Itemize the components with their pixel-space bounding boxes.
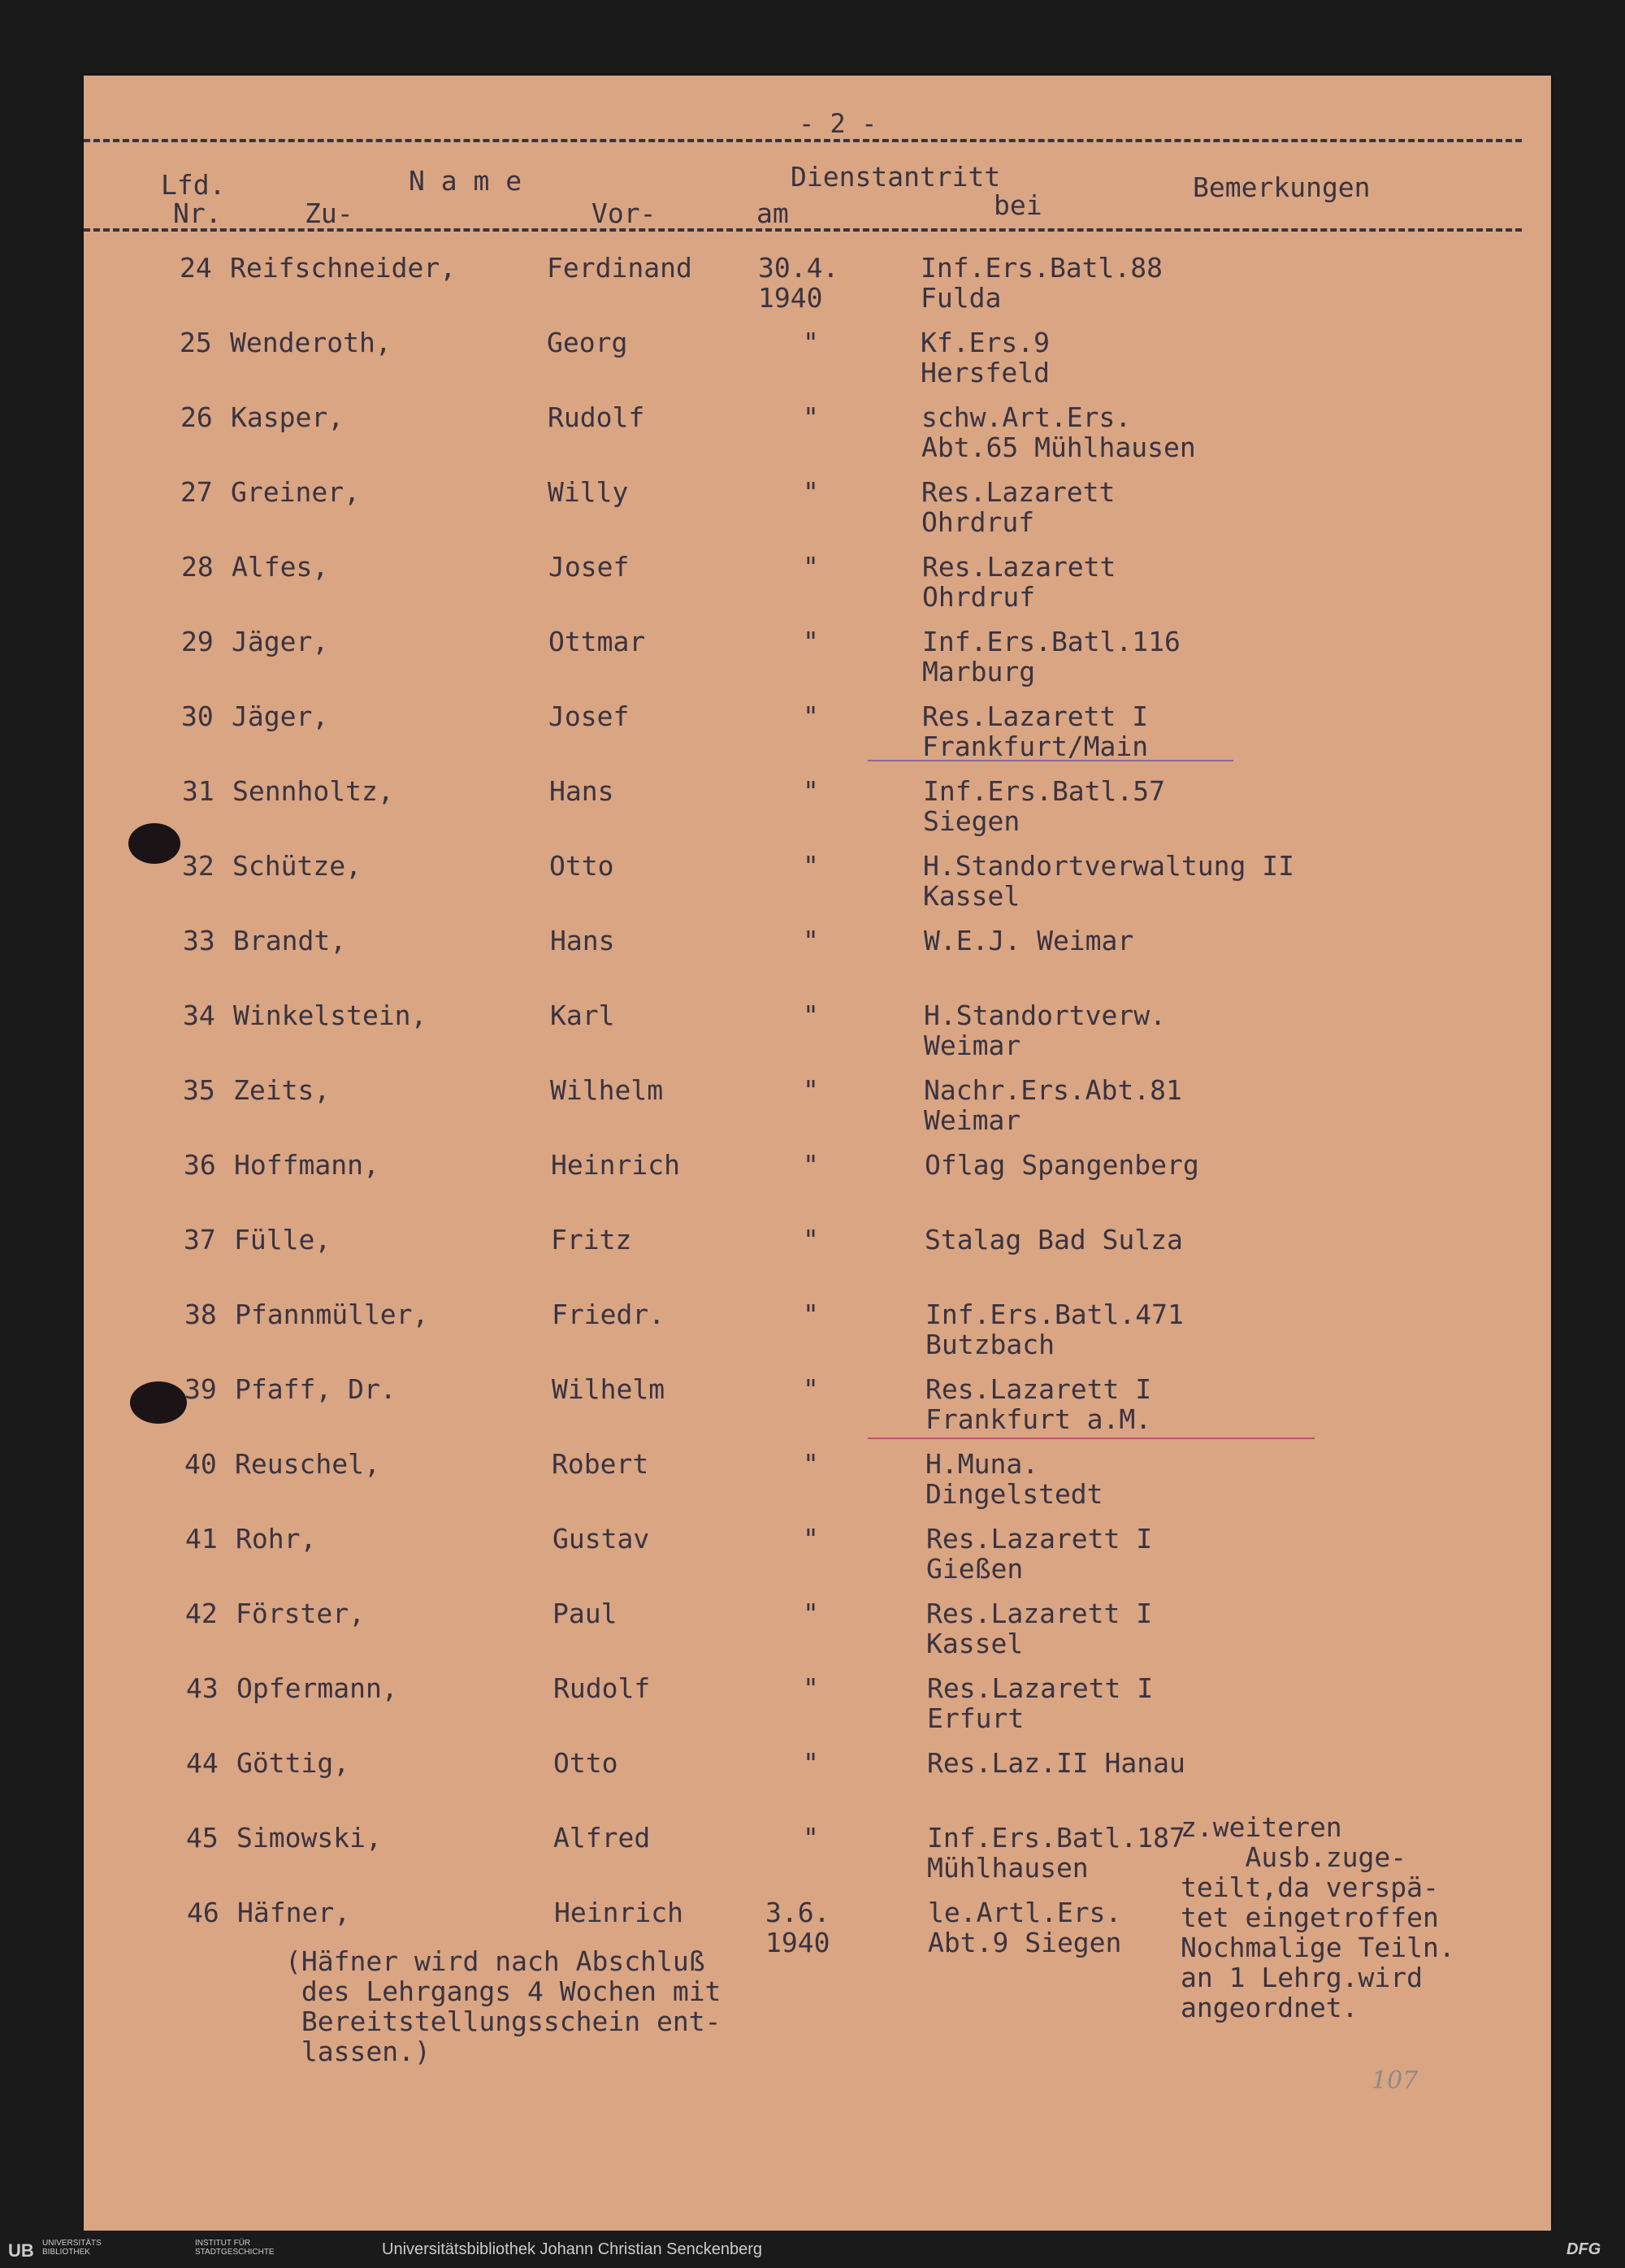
pencil-annotation: 107 <box>1372 2066 1419 2095</box>
row-number: 41 <box>185 1523 218 1555</box>
surname: Alfes, <box>232 551 329 583</box>
header-nr: Nr. <box>173 197 222 229</box>
surname: Opfermann, <box>236 1672 398 1704</box>
surname: Förster, <box>236 1598 365 1629</box>
page-number: - 2 - <box>799 108 878 139</box>
row-number: 42 <box>185 1598 218 1629</box>
header-top-rule <box>84 139 1522 142</box>
unit: Inf.Ers.Batl.88 Fulda <box>921 252 1164 314</box>
row-number: 29 <box>181 626 214 657</box>
start-date: " <box>803 551 819 583</box>
surname: Häfner, <box>237 1897 351 1928</box>
ifs-name: INSTITUT FÜR STADTGESCHICHTE <box>195 2239 275 2257</box>
punch-hole-1 <box>128 823 180 864</box>
unit: Res.Lazarett I Gießen <box>926 1523 1153 1585</box>
start-date: " <box>803 1822 819 1854</box>
row-number: 35 <box>183 1074 215 1106</box>
surname: Brandt, <box>233 925 347 956</box>
start-date: " <box>803 700 819 732</box>
surname: Reifschneider, <box>230 252 457 284</box>
unit: Res.Lazarett I Frankfurt a.M. <box>925 1373 1152 1435</box>
start-date: " <box>803 401 819 433</box>
start-date: " <box>803 850 819 882</box>
first-name: Josef <box>548 700 630 732</box>
row-number: 38 <box>184 1299 217 1330</box>
start-date: " <box>803 626 819 657</box>
row-number: 25 <box>180 327 212 358</box>
unit: Inf.Ers.Batl.471 Butzbach <box>925 1299 1184 1360</box>
first-name: Otto <box>553 1747 618 1779</box>
row-number: 44 <box>186 1747 219 1779</box>
surname: Winkelstein, <box>233 1000 427 1031</box>
purple-underline <box>868 760 1233 761</box>
start-date: " <box>803 1747 819 1779</box>
surname: Wenderoth, <box>230 327 392 358</box>
first-name: Hans <box>550 925 615 956</box>
row-number: 24 <box>180 252 212 284</box>
first-name: Rudolf <box>548 401 645 433</box>
unit: Res.Lazarett Ohrdruf <box>921 476 1116 538</box>
header-bemerkungen: Bemerkungen <box>1193 171 1371 203</box>
surname: Pfaff, Dr. <box>235 1373 396 1405</box>
first-name: Georg <box>547 327 628 358</box>
first-name: Wilhelm <box>552 1373 665 1405</box>
row-number: 40 <box>184 1448 217 1480</box>
row-number: 32 <box>182 850 214 882</box>
surname: Fülle, <box>234 1224 332 1255</box>
first-name: Karl <box>550 1000 615 1031</box>
dfg-logo: DFG <box>1566 2240 1601 2258</box>
unit: le.Artl.Ers. Abt.9 Siegen <box>928 1897 1122 1958</box>
surname: Pfannmüller, <box>235 1299 429 1330</box>
start-date: 3.6. 1940 <box>765 1897 830 1958</box>
surname: Rohr, <box>236 1523 317 1555</box>
row-number: 43 <box>186 1672 219 1704</box>
first-name: Heinrich <box>554 1897 683 1928</box>
footer-bar <box>0 2231 1625 2268</box>
start-date: " <box>803 1598 819 1629</box>
unit: schw.Art.Ers. Abt.65 Mühlhausen <box>921 401 1196 463</box>
remark-45: z.weiteren Ausb.zuge- teilt,da verspä- tet eingetroffen Nochmalige Teiln. an 1 Lehrg.wird angeordnet. <box>1181 1811 1455 2023</box>
unit: H.Standortverwaltung II Kassel <box>923 850 1294 912</box>
row-number: 31 <box>182 775 214 807</box>
unit: Res.Lazarett I Erfurt <box>927 1672 1154 1734</box>
start-date: " <box>803 476 819 508</box>
row-number: 45 <box>186 1822 219 1854</box>
unit: Kf.Ers.9 Hersfeld <box>921 327 1050 388</box>
row-number: 30 <box>181 700 214 732</box>
unit: Inf.Ers.Batl.187 Mühlhausen <box>927 1822 1185 1884</box>
unit: Stalag Bad Sulza <box>925 1224 1183 1255</box>
row-number: 46 <box>187 1897 219 1928</box>
first-name: Friedr. <box>552 1299 665 1330</box>
unit: Res.Laz.II Hanau <box>927 1747 1185 1779</box>
start-date: " <box>803 1448 819 1480</box>
first-name: Otto <box>549 850 614 882</box>
unit: H.Muna. Dingelstedt <box>925 1448 1103 1510</box>
header-lfd: Lfd. <box>161 169 226 201</box>
header-name: N a m e <box>409 165 522 197</box>
start-date: " <box>803 1373 819 1405</box>
header-zu: Zu- <box>305 197 353 229</box>
first-name: Josef <box>548 551 630 583</box>
first-name: Ferdinand <box>547 252 692 284</box>
start-date: " <box>803 1672 819 1704</box>
surname: Zeits, <box>233 1074 331 1106</box>
unit: Res.Lazarett I Frankfurt/Main <box>922 700 1149 762</box>
first-name: Wilhelm <box>550 1074 664 1106</box>
surname: Göttig, <box>236 1747 350 1779</box>
library-name: Universitätsbibliothek Johann Christian Senckenberg <box>382 2240 763 2258</box>
surname: Hoffmann, <box>234 1149 379 1181</box>
row-number: 37 <box>184 1224 216 1255</box>
red-underline <box>868 1438 1315 1439</box>
start-date: " <box>803 1000 819 1031</box>
first-name: Fritz <box>551 1224 632 1255</box>
row-number: 26 <box>180 401 213 433</box>
start-date: " <box>803 1299 819 1330</box>
unit: H.Standortverw. Weimar <box>924 1000 1167 1061</box>
first-name: Willy <box>548 476 629 508</box>
surname: Jäger, <box>232 700 329 732</box>
surname: Jäger, <box>232 626 329 657</box>
start-date: 30.4. 1940 <box>758 252 839 314</box>
row-number: 27 <box>180 476 213 508</box>
surname: Kasper, <box>231 401 344 433</box>
surname: Sennholtz, <box>232 775 394 807</box>
start-date: " <box>803 1074 819 1106</box>
start-date: " <box>803 1224 819 1255</box>
first-name: Rudolf <box>553 1672 651 1704</box>
header-bei: bei <box>994 189 1042 221</box>
start-date: " <box>803 775 819 807</box>
start-date: " <box>803 1523 819 1555</box>
unit: Res.Lazarett Ohrdruf <box>922 551 1116 613</box>
unit: Nachr.Ers.Abt.81 Weimar <box>924 1074 1182 1136</box>
document-page <box>84 76 1551 2231</box>
surname: Simowski, <box>236 1822 382 1854</box>
ub-logo: UB <box>8 2240 34 2261</box>
unit: Inf.Ers.Batl.57 Siegen <box>923 775 1166 837</box>
surname: Schütze, <box>232 850 362 882</box>
start-date: " <box>803 1149 819 1181</box>
first-name: Alfred <box>553 1822 651 1854</box>
first-name: Robert <box>552 1448 649 1480</box>
header-am: am <box>756 197 789 229</box>
header-bottom-rule <box>84 228 1522 232</box>
unit: W.E.J. Weimar <box>924 925 1134 956</box>
unit: Oflag Spangenberg <box>925 1149 1199 1181</box>
row-number: 34 <box>183 1000 215 1031</box>
row-number: 36 <box>184 1149 216 1181</box>
ub-name: UNIVERSITÄTS BIBLIOTHEK <box>42 2239 102 2257</box>
header-vor: Vor- <box>592 197 656 229</box>
first-name: Heinrich <box>551 1149 680 1181</box>
row-number: 28 <box>181 551 214 583</box>
punch-hole-2 <box>130 1381 187 1424</box>
surname: Greiner, <box>231 476 360 508</box>
row-number: 39 <box>184 1373 217 1405</box>
surname: Reuschel, <box>235 1448 380 1480</box>
start-date: " <box>803 327 819 358</box>
note-46: (Häfner wird nach Abschluß des Lehrgangs 4 Wochen mit Bereitstellungsschein ent- lassen.) <box>285 1945 722 2067</box>
unit: Inf.Ers.Batl.116 Marburg <box>922 626 1181 687</box>
unit: Res.Lazarett I Kassel <box>926 1598 1153 1659</box>
first-name: Gustav <box>552 1523 650 1555</box>
first-name: Ottmar <box>548 626 646 657</box>
first-name: Paul <box>552 1598 618 1629</box>
first-name: Hans <box>549 775 614 807</box>
row-number: 33 <box>183 925 215 956</box>
start-date: " <box>803 925 819 956</box>
header-dienstantritt: Dienstantritt <box>791 161 1001 193</box>
